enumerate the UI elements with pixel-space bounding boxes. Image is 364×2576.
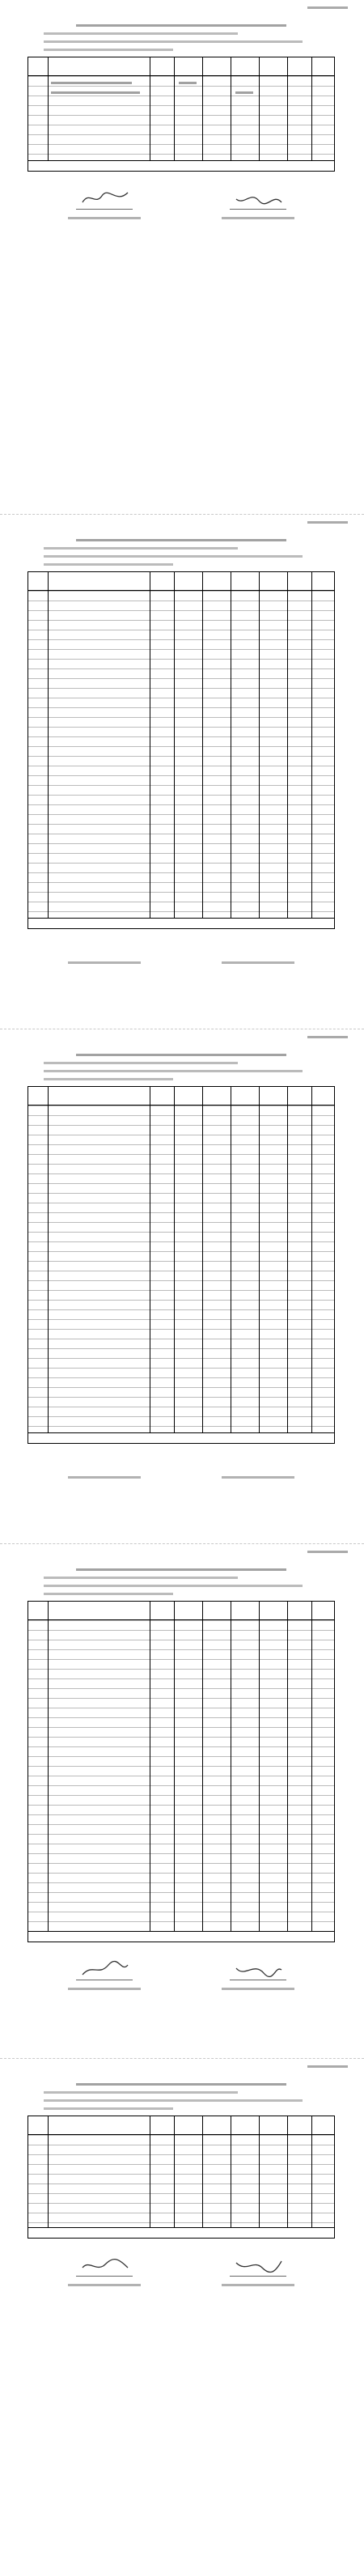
items-table <box>28 2116 335 2239</box>
signature-left <box>76 2255 133 2277</box>
page-sheet <box>28 19 335 505</box>
document-page-4 <box>0 1544 364 2059</box>
page-sheet <box>28 2078 335 2564</box>
page-sheet <box>28 1049 335 1534</box>
signature-block <box>28 172 335 261</box>
page-label <box>307 6 348 9</box>
items-table <box>28 571 335 929</box>
signature-block <box>28 1942 335 2031</box>
table-total-row <box>28 2227 334 2238</box>
signature-block <box>28 1444 335 1517</box>
table-total-row <box>28 160 334 171</box>
document-page-1 <box>0 0 364 515</box>
signature-left <box>76 1959 133 1980</box>
table-header-row <box>28 572 334 591</box>
document-page-5 <box>0 2059 364 2576</box>
table-total-row <box>28 1931 334 1942</box>
document-header <box>28 1049 335 1086</box>
items-table <box>28 1601 335 1942</box>
document-header <box>28 2078 335 2116</box>
document-page-3 <box>0 1029 364 1544</box>
page-label <box>307 2065 348 2068</box>
signature-right <box>230 188 286 210</box>
page-sheet <box>28 1564 335 2049</box>
document-header <box>28 534 335 571</box>
signature-right <box>230 1959 286 1980</box>
document-header <box>28 19 335 57</box>
table-total-row <box>28 918 334 928</box>
table-header-row <box>28 1602 334 1620</box>
document-header <box>28 1564 335 1601</box>
items-table <box>28 1086 335 1444</box>
page-sheet <box>28 534 335 1020</box>
table-header-row <box>28 2116 334 2135</box>
signature-block <box>28 2239 335 2328</box>
page-label <box>307 521 348 524</box>
page-label <box>307 1551 348 1553</box>
signature-right <box>230 2255 286 2277</box>
table-header-row <box>28 57 334 76</box>
signature-block <box>28 929 335 1002</box>
table-total-row <box>28 1432 334 1443</box>
table-header-row <box>28 1087 334 1106</box>
signature-left <box>76 188 133 210</box>
document-page-2 <box>0 515 364 1029</box>
page-label <box>307 1036 348 1038</box>
items-table <box>28 57 335 172</box>
